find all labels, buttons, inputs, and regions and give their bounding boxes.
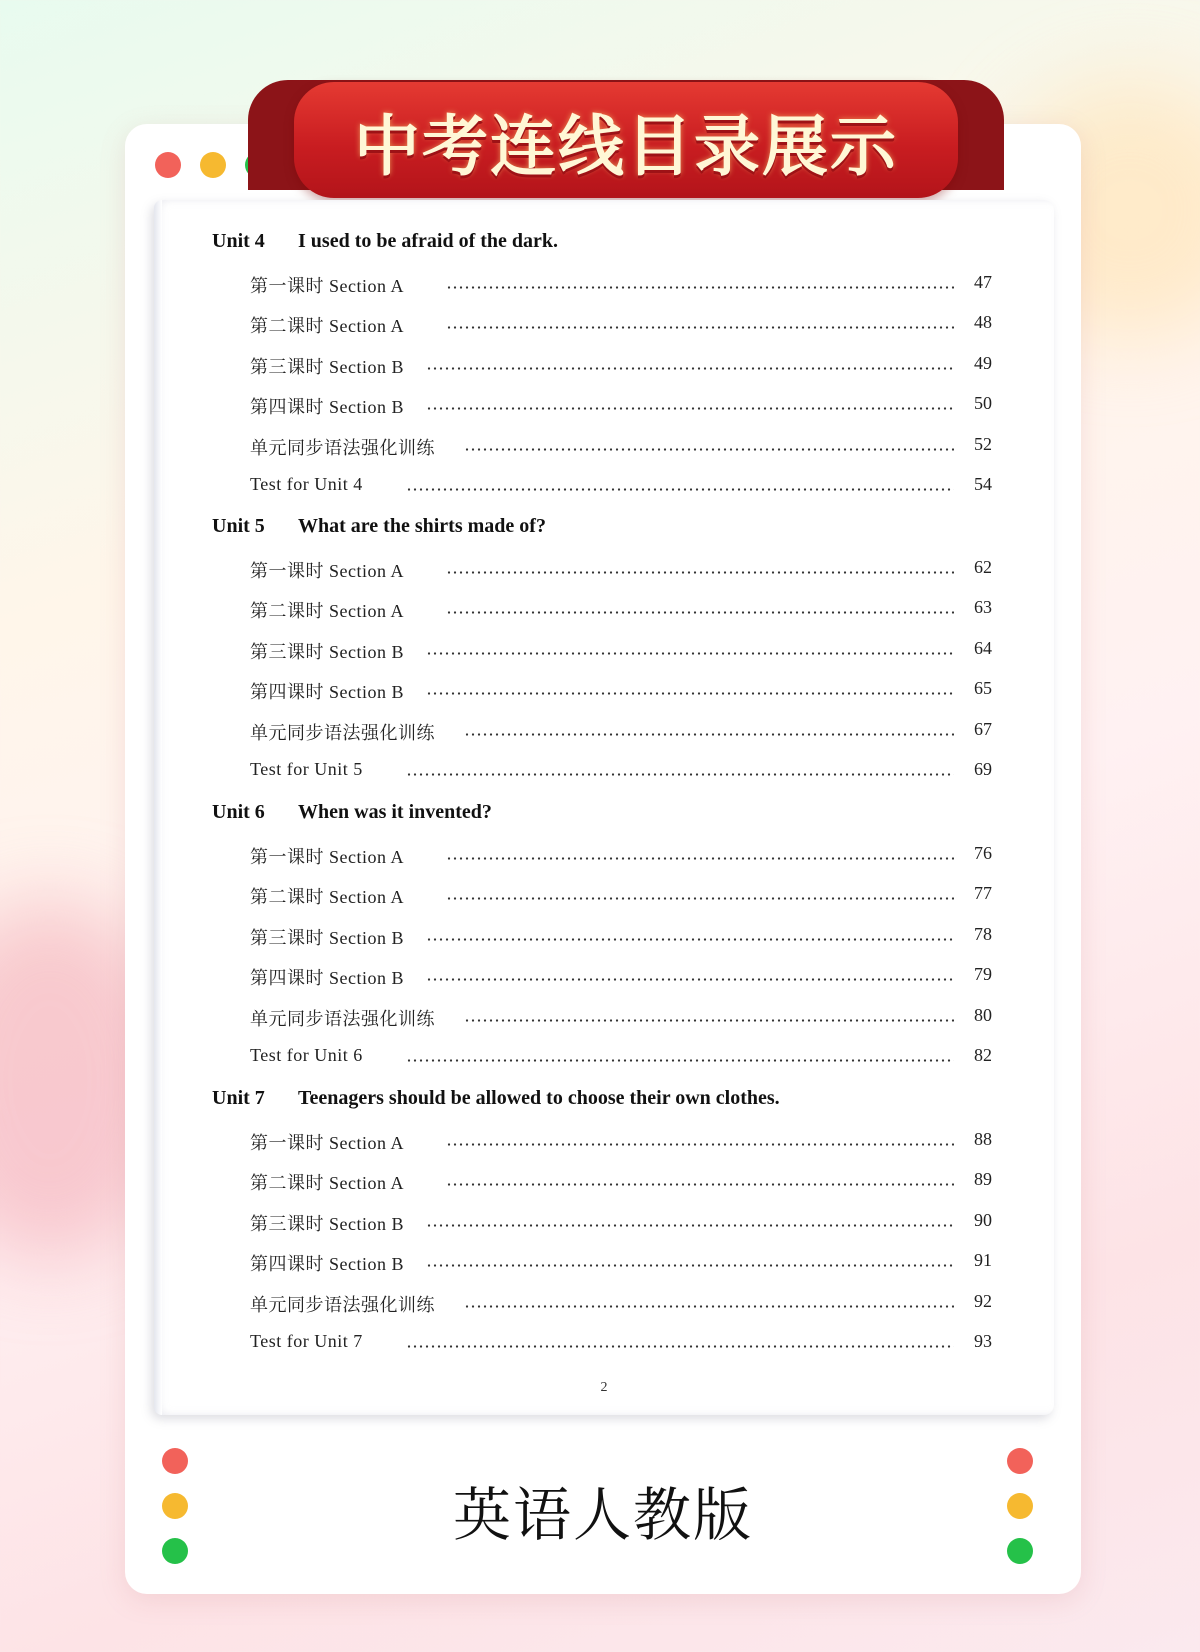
banner-title: 中考连线目录展示 xyxy=(354,107,898,185)
dot-leader xyxy=(446,1183,954,1186)
unit-heading xyxy=(212,1087,780,1110)
toc-entry-lesson: 单元同步语法强化训练 xyxy=(250,1008,435,1030)
toc-entry-page: 76 xyxy=(974,843,992,863)
toc-entry-label xyxy=(250,1331,363,1352)
toc-entry-lesson: 第三课时 xyxy=(250,927,324,949)
dot-leader xyxy=(446,1143,954,1146)
toc-entry-section: Section B xyxy=(324,641,404,662)
toc-entry-page: 63 xyxy=(974,597,992,618)
toc-entry-label xyxy=(250,597,404,623)
dot-leader xyxy=(446,571,954,574)
dot-leader xyxy=(446,897,954,900)
toc-entry-section: Section B xyxy=(324,968,404,989)
toc-entry-section: Section A xyxy=(324,1133,404,1153)
dot-leader xyxy=(426,1264,954,1267)
toc-entry-label xyxy=(250,678,404,704)
unit-heading xyxy=(212,515,546,538)
toc-entry-label xyxy=(250,434,435,460)
toc-entry-label xyxy=(250,1169,404,1195)
dot-leader xyxy=(426,978,954,981)
toc-entry-section: Test for Unit 6 xyxy=(250,1045,363,1065)
toc-entry-lesson: 第四课时 xyxy=(250,397,324,419)
toc-entry-label xyxy=(250,1005,435,1031)
dot-leader xyxy=(426,367,954,370)
toc-entry[interactable] xyxy=(250,597,992,627)
toc-entry-page: 64 xyxy=(974,637,992,658)
toc-entry-page: 52 xyxy=(974,433,992,454)
dot-leader xyxy=(426,938,954,941)
dot-leader xyxy=(406,773,954,776)
window-close-dot xyxy=(155,152,181,178)
toc-entry-lesson: 第一课时 xyxy=(250,847,324,868)
window-minimize-dot xyxy=(200,152,226,178)
toc-entry-lesson: 第二课时 xyxy=(250,601,324,623)
toc-entry-page: 69 xyxy=(974,759,992,779)
toc-entry-page: 62 xyxy=(974,557,992,577)
unit-number: Unit 7 xyxy=(212,1087,265,1109)
unit-title: When was it invented? xyxy=(298,801,492,823)
toc-entry-lesson: 第三课时 xyxy=(250,641,324,663)
toc-entry-lesson: 第四课时 xyxy=(250,682,324,704)
unit-heading xyxy=(212,230,558,253)
toc-entry[interactable] xyxy=(250,964,992,994)
toc-entry-label xyxy=(250,557,404,583)
toc-entry-lesson: 第一课时 xyxy=(250,1133,324,1154)
toc-entry[interactable] xyxy=(250,678,992,708)
dot-leader xyxy=(464,448,954,451)
toc-entry-label xyxy=(250,924,404,950)
dot-leader xyxy=(446,611,954,614)
toc-entry[interactable] xyxy=(250,1291,992,1321)
toc-entry-page: 78 xyxy=(974,923,992,944)
page-number: 2 xyxy=(600,1380,608,1395)
toc-entry[interactable] xyxy=(250,353,992,383)
toc-entry-lesson: 第二课时 xyxy=(250,316,324,338)
toc-entry-lesson: 第二课时 xyxy=(250,887,324,909)
toc-entry-page: 49 xyxy=(974,352,992,373)
toc-entry-label xyxy=(250,1250,404,1276)
toc-entry-section: Section A xyxy=(324,561,404,581)
toc-entry-label xyxy=(250,353,404,379)
dot-leader xyxy=(426,1224,954,1227)
toc-entry-page: 47 xyxy=(974,272,992,292)
dot-leader xyxy=(464,733,954,736)
toc-entry-lesson: 第四课时 xyxy=(250,968,324,990)
toc-entry-label xyxy=(250,393,404,419)
toc-entry-lesson: 第三课时 xyxy=(250,1213,324,1235)
dot-leader xyxy=(446,286,954,289)
dot-leader xyxy=(406,488,954,491)
title-banner xyxy=(294,82,958,198)
toc-entry[interactable] xyxy=(250,474,992,504)
toc-entry-page: 88 xyxy=(974,1129,992,1149)
toc-entry[interactable] xyxy=(250,638,992,668)
dot-leader xyxy=(446,326,954,329)
toc-entry-label xyxy=(250,272,404,298)
toc-entry[interactable] xyxy=(250,1005,992,1035)
toc-entry[interactable] xyxy=(250,1129,992,1159)
toc-entry-label xyxy=(250,1291,435,1317)
toc-entry-label xyxy=(250,1045,363,1066)
toc-entry-page: 50 xyxy=(974,393,992,414)
toc-entry-label xyxy=(250,1210,404,1236)
toc-entry-section: Section B xyxy=(324,682,404,703)
toc-entry-page: 48 xyxy=(974,312,992,333)
unit-number: Unit 6 xyxy=(212,801,265,823)
unit-title: I used to be afraid of the dark. xyxy=(298,230,559,252)
toc-entry[interactable] xyxy=(250,719,992,749)
page-curl-edge xyxy=(154,200,162,1415)
toc-entry[interactable] xyxy=(250,393,992,423)
toc-entry-section: Section B xyxy=(324,356,404,377)
toc-entry-section: Section A xyxy=(324,601,404,622)
toc-entry[interactable] xyxy=(250,1331,992,1361)
dot-leader xyxy=(426,692,954,695)
toc-entry-page: 92 xyxy=(974,1290,992,1311)
toc-entry-lesson: 第四课时 xyxy=(250,1254,324,1276)
toc-entry[interactable] xyxy=(250,883,992,913)
toc-entry-page: 77 xyxy=(974,883,992,904)
toc-entry[interactable] xyxy=(250,312,992,342)
toc-entry-section: Section A xyxy=(324,1173,404,1194)
toc-entry-page: 80 xyxy=(974,1004,992,1025)
toc-entry-section: Section B xyxy=(324,1254,404,1275)
toc-entry[interactable] xyxy=(250,843,992,873)
toc-entry-label xyxy=(250,1129,404,1155)
toc-entry[interactable] xyxy=(250,924,992,954)
toc-entry-lesson: 单元同步语法强化训练 xyxy=(250,722,435,744)
toc-entry[interactable] xyxy=(250,1210,992,1240)
toc-entry-page: 91 xyxy=(974,1250,992,1271)
toc-entry-label xyxy=(250,843,404,869)
toc-entry-section: Test for Unit 5 xyxy=(250,759,363,779)
unit-title: What are the shirts made of? xyxy=(298,515,546,537)
toc-entry[interactable] xyxy=(250,1045,992,1075)
dot-leader xyxy=(406,1059,954,1062)
toc-entry-section: Section A xyxy=(324,276,404,296)
toc-entry-page: 89 xyxy=(974,1169,992,1190)
toc-entry-section: Section A xyxy=(324,316,404,337)
toc-entry-section: Section B xyxy=(324,927,404,948)
unit-title: Teenagers should be allowed to choose their own clothes. xyxy=(298,1087,780,1109)
unit-number: Unit 4 xyxy=(212,230,265,252)
toc-entry-page: 67 xyxy=(974,718,992,739)
dot-leader xyxy=(464,1019,954,1022)
toc-entry-lesson: 第三课时 xyxy=(250,356,324,378)
unit-heading xyxy=(212,801,492,824)
dot-leader xyxy=(464,1305,954,1308)
toc-entry-page: 82 xyxy=(974,1045,992,1065)
toc-entry[interactable] xyxy=(250,557,992,587)
toc-entry-page: 79 xyxy=(974,964,992,985)
toc-entry-label xyxy=(250,638,404,664)
toc-page xyxy=(154,200,1054,1415)
toc-entry-section: Test for Unit 7 xyxy=(250,1331,363,1351)
toc-entry-section: Section B xyxy=(324,1213,404,1234)
toc-entry-page: 90 xyxy=(974,1209,992,1230)
toc-entry-label xyxy=(250,883,404,909)
toc-entry-section: Section A xyxy=(324,887,404,908)
toc-entry-label xyxy=(250,964,404,990)
toc-entry-lesson: 单元同步语法强化训练 xyxy=(250,437,435,459)
unit-number: Unit 5 xyxy=(212,515,265,537)
dot-leader xyxy=(426,407,954,410)
edition-title: 英语人教版 xyxy=(452,1481,753,1549)
toc-entry-section: Test for Unit 4 xyxy=(250,474,363,494)
toc-entry-lesson: 单元同步语法强化训练 xyxy=(250,1294,435,1316)
toc-entry[interactable] xyxy=(250,272,992,302)
dot-leader xyxy=(426,652,954,655)
dot-leader xyxy=(446,857,954,860)
toc-entry[interactable] xyxy=(250,1250,992,1280)
toc-entry-section: Section A xyxy=(324,847,404,867)
toc-entry[interactable] xyxy=(250,759,992,789)
toc-entry-label xyxy=(250,759,363,780)
toc-entry-lesson: 第一课时 xyxy=(250,561,324,582)
toc-entry-page: 65 xyxy=(974,678,992,699)
toc-entry[interactable] xyxy=(250,434,992,464)
toc-entry-label xyxy=(250,312,404,338)
toc-entry-section: Section B xyxy=(324,397,404,418)
toc-entry-page: 54 xyxy=(974,474,992,494)
toc-entry[interactable] xyxy=(250,1169,992,1199)
toc-entry-label xyxy=(250,719,435,745)
toc-entry-label xyxy=(250,474,363,495)
dot-leader xyxy=(406,1345,954,1348)
toc-entry-lesson: 第二课时 xyxy=(250,1173,324,1195)
toc-entry-lesson: 第一课时 xyxy=(250,276,324,297)
toc-entry-page: 93 xyxy=(974,1331,992,1351)
